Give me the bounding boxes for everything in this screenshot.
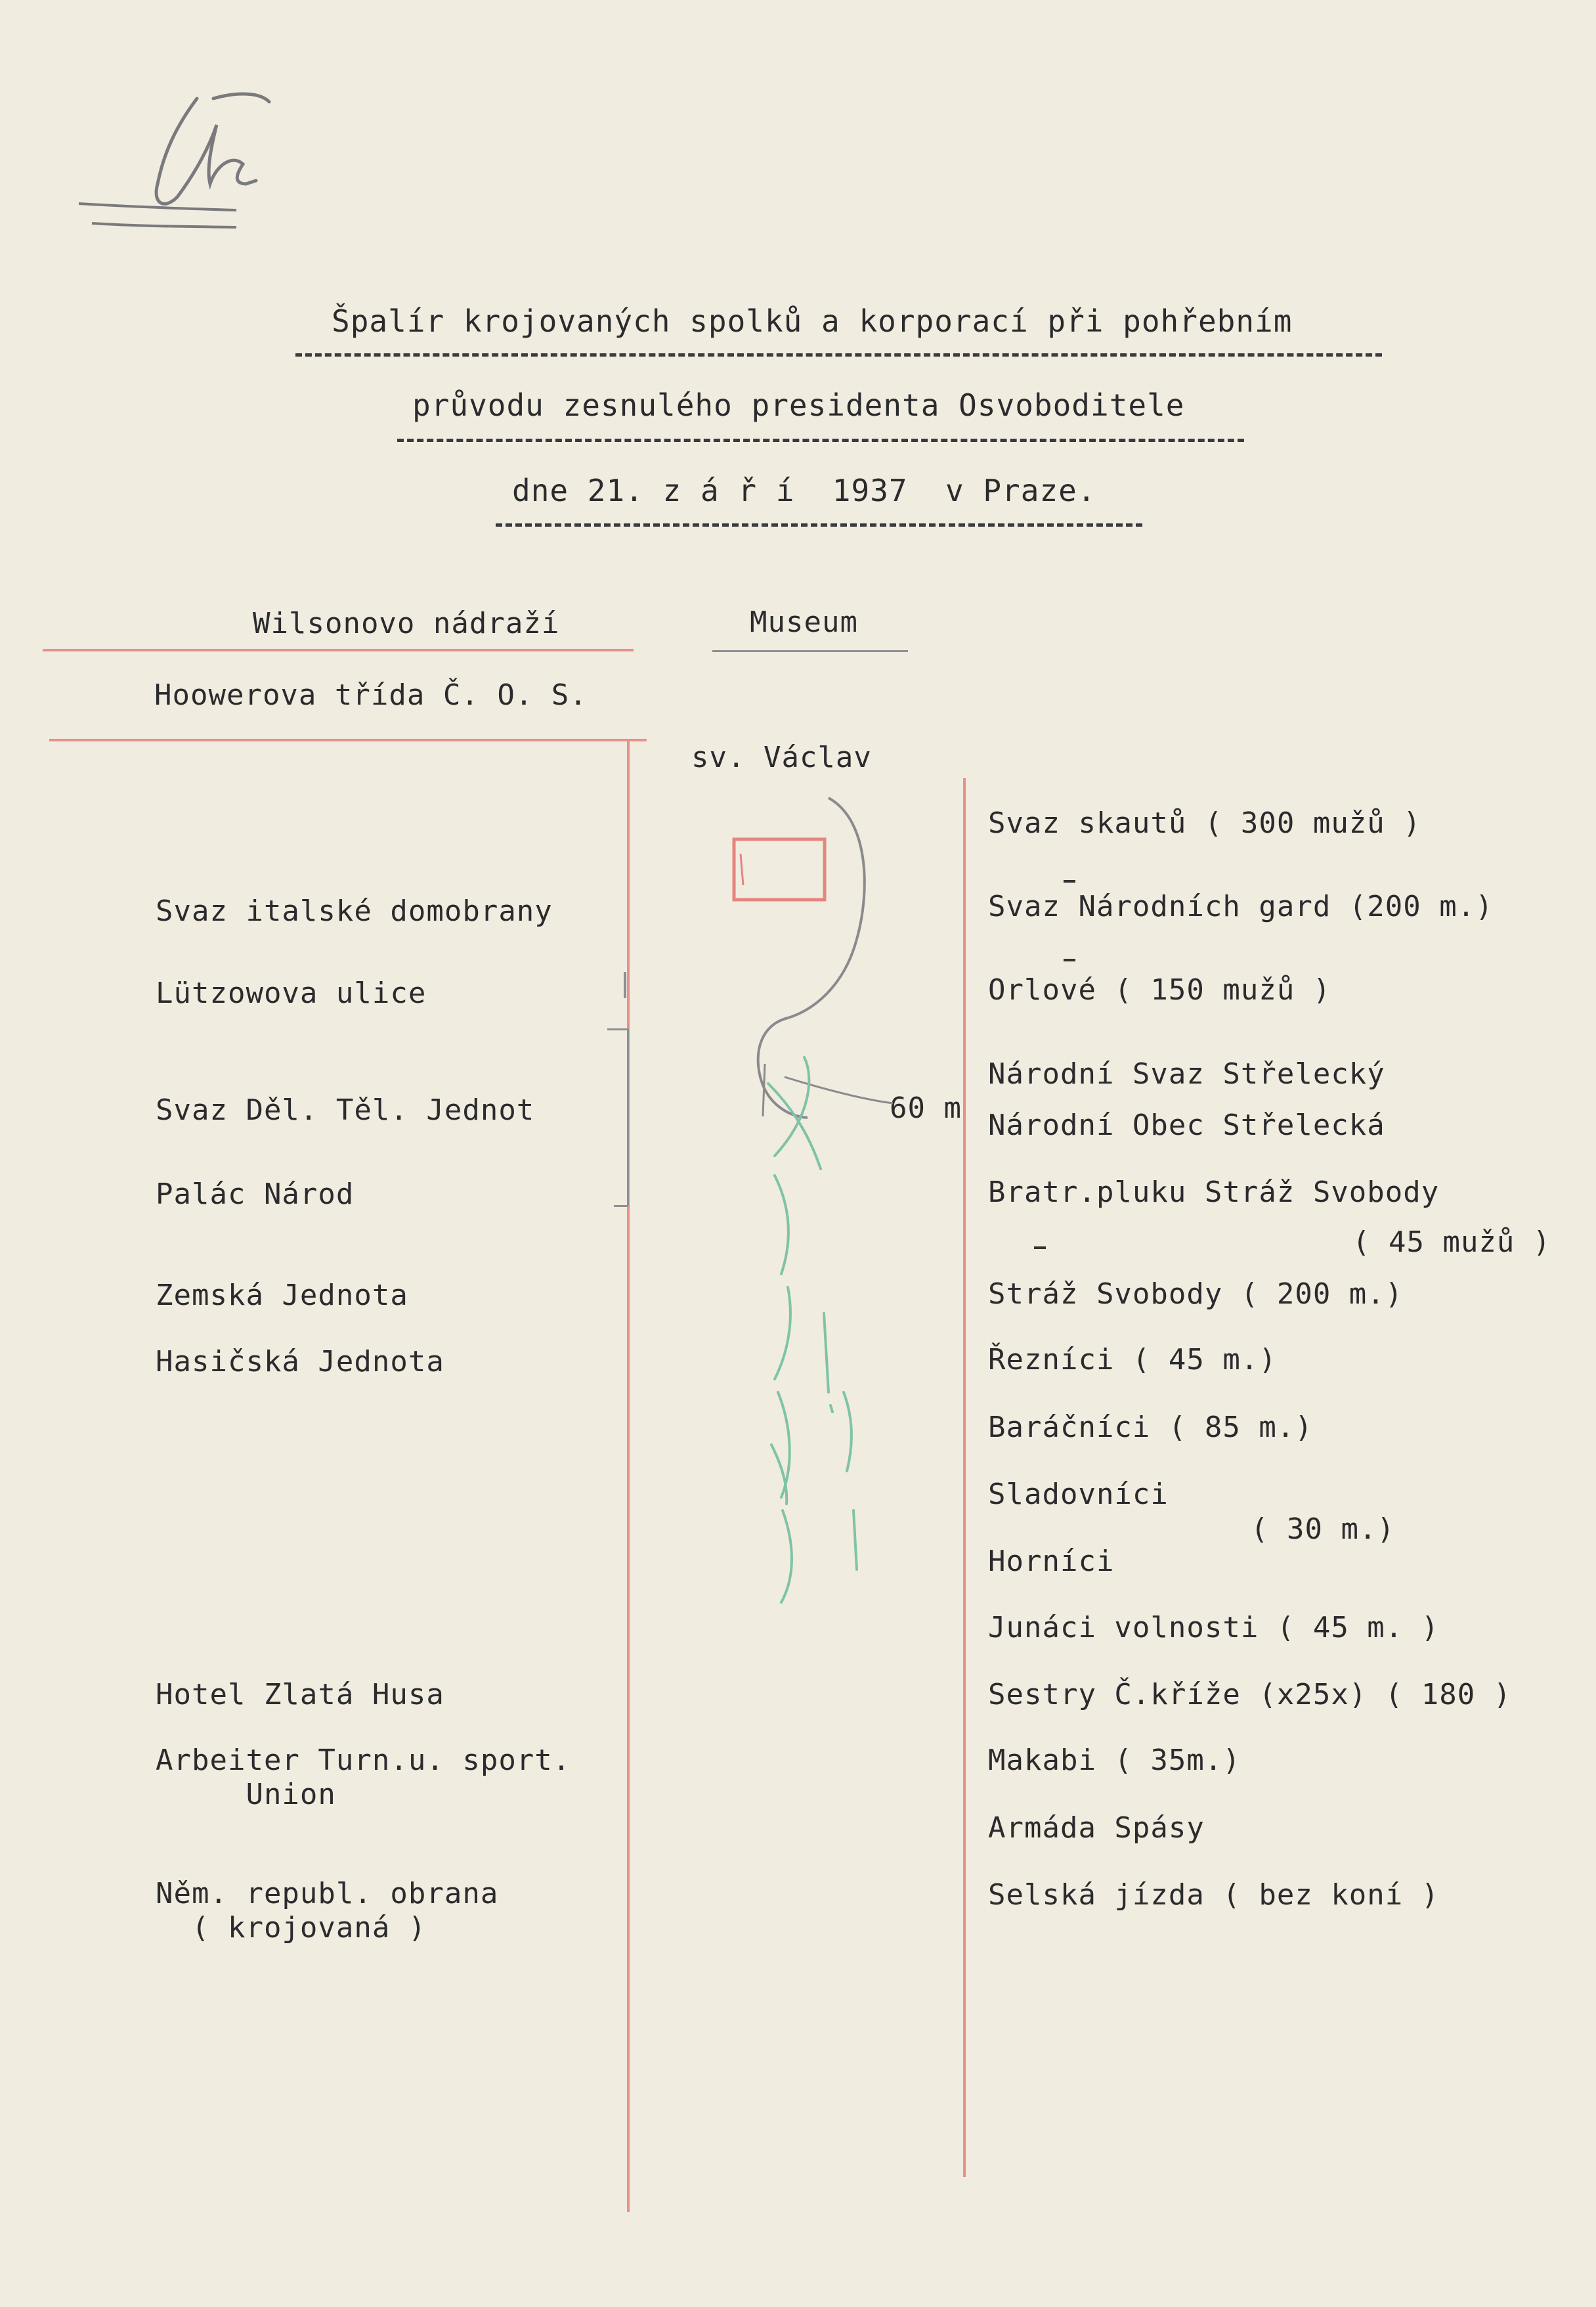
right-entry: Národní Svaz Střelecký [988, 1057, 1385, 1091]
left-entry: Svaz Děl. Těl. Jednot [156, 1093, 535, 1127]
right-entry: Junáci volnosti ( 45 m. ) [988, 1611, 1440, 1644]
right-entry: Sladovníci [988, 1478, 1169, 1511]
title-line-1: Špalír krojovaných spolků a korporací při pohřebním [332, 303, 1293, 339]
right-entry: ( 30 m.) [1251, 1512, 1395, 1546]
left-entry: Něm. republ. obrana ( krojovaná ) [156, 1877, 499, 1944]
dash-mark [1064, 959, 1075, 961]
left-entry: Palác Národ [156, 1177, 355, 1211]
right-entry: Svaz skautů ( 300 mužů ) [988, 806, 1421, 840]
title-line-2: průvodu zesnulého presidenta Osvoboditele [412, 387, 1185, 423]
st-vaclav-label: sv. Václav [691, 741, 872, 774]
right-entry: Orlové ( 150 mužů ) [988, 973, 1331, 1007]
right-entry: Svaz Národních gard (200 m.) [988, 890, 1494, 923]
station-label: Wilsonovo nádraží [253, 607, 560, 640]
right-entry: Horníci [988, 1545, 1115, 1578]
left-entry: Hotel Zlatá Husa [156, 1678, 444, 1711]
right-entry: Armáda Spásy [988, 1811, 1205, 1845]
right-entry: Makabi ( 35m.) [988, 1744, 1241, 1777]
right-entry: Řezníci ( 45 m.) [988, 1343, 1277, 1376]
left-entry: Svaz italské domobrany [156, 894, 553, 928]
left-entry: Arbeiter Turn.u. sport. Union [156, 1744, 571, 1811]
right-entry: Sestry Č.kříže (x25x) ( 180 ) [988, 1678, 1512, 1711]
museum-label: Museum [750, 605, 858, 639]
right-entry: Selská jízda ( bez koní ) [988, 1878, 1440, 1912]
right-entry: ( 45 mužů ) [1352, 1225, 1551, 1259]
hoover-street-label: Hoowerova třída Č. O. S. [154, 678, 588, 712]
left-entry: Hasičská Jednota [156, 1345, 444, 1378]
dash-mark [1064, 880, 1075, 883]
left-entry: Lützowova ulice [156, 977, 427, 1010]
distance-label: 60 m [890, 1091, 962, 1125]
right-entry: Stráž Svobody ( 200 m.) [988, 1277, 1404, 1311]
right-entry: Bratr.pluku Stráž Svobody [988, 1175, 1440, 1209]
dash-mark [1034, 1246, 1046, 1249]
right-entry: Baráčníci ( 85 m.) [988, 1411, 1313, 1444]
title-line-3: dne 21. z á ř í 1937 v Praze. [512, 473, 1096, 508]
right-entry: Národní Obec Střelecká [988, 1109, 1385, 1142]
left-entry: Zemská Jednota [156, 1279, 408, 1312]
